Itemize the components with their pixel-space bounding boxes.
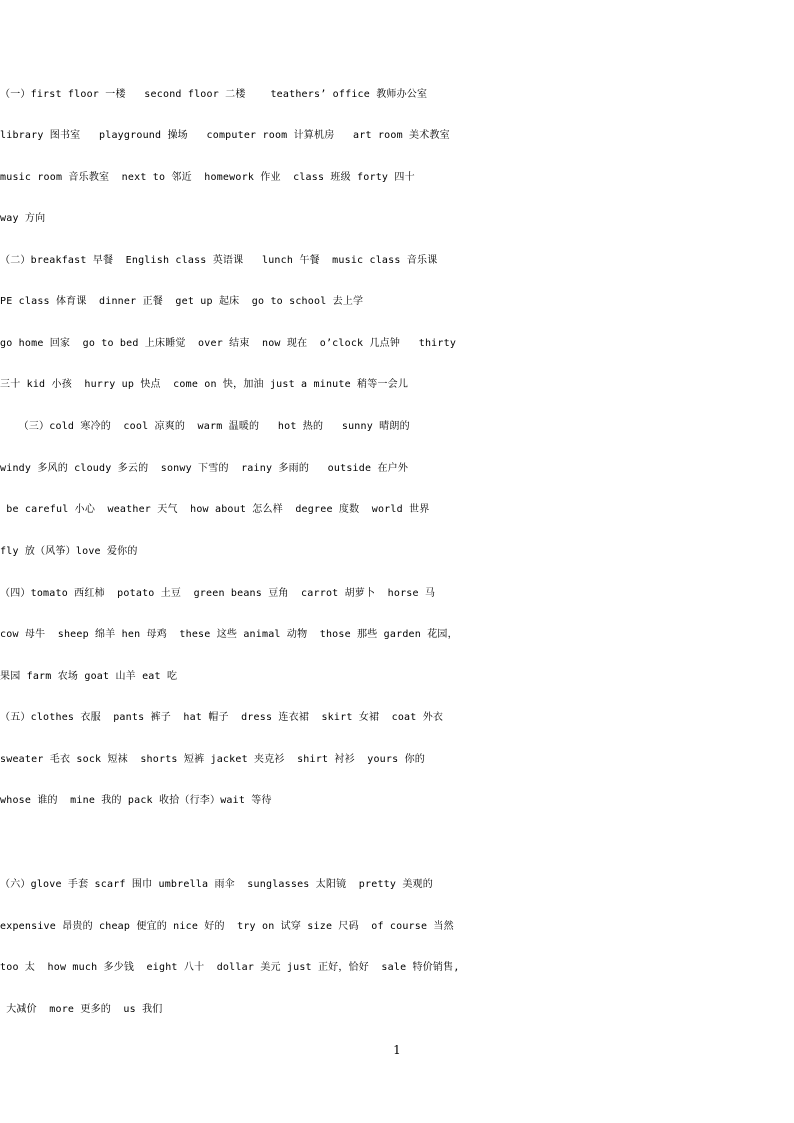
vocab-line: go home 回家 go to bed 上床睡觉 over 结束 now 现在 o’clock 几点钟 thirty xyxy=(0,338,457,349)
vocab-line: windy 多风的 cloudy 多云的 sonwy 下雪的 rainy 多雨的 outside 在户外 xyxy=(0,463,409,474)
vocab-line: sweater 毛衣 sock 短袜 shorts 短裤 jacket 夹克衫 shirt 衬衫 yours 你的 xyxy=(0,754,425,765)
vocab-line: （五）clothes 衣服 pants 裤子 hat 帽子 dress 连衣裙 skirt 女裙 coat 外衣 xyxy=(0,712,444,723)
vocab-line: （三）cold 寒冷的 cool 凉爽的 warm 温暖的 hot 热的 sunny 晴朗的 xyxy=(0,421,410,432)
vocab-line: music room 音乐教室 next to 邻近 homework 作业 class 班级 forty 四十 xyxy=(0,172,415,183)
vocab-line: be careful 小心 weather 天气 how about 怎么样 degree 度数 world 世界 xyxy=(0,504,430,515)
vocab-line: （一）first floor 一楼 second floor 二楼 teathers’ office 教师办公室 xyxy=(0,89,428,100)
vocab-line: （二）breakfast 早餐 English class 英语课 lunch 午餐 music class 音乐课 xyxy=(0,255,438,266)
vocab-line: 大减价 more 更多的 us 我们 xyxy=(0,1004,163,1015)
vocab-line: expensive 昂贵的 cheap 便宜的 nice 好的 try on 试穿 size 尺码 of course 当然 xyxy=(0,921,454,932)
vocab-line: cow 母牛 sheep 绵羊 hen 母鸡 these 这些 animal 动物 those 那些 garden 花园， xyxy=(0,629,458,640)
vocab-line: whose 谁的 mine 我的 pack 收拾（行李）wait 等待 xyxy=(0,795,272,806)
vocab-line: library 图书室 playground 操场 computer room 计算机房 art room 美术教室 xyxy=(0,130,450,141)
vocab-line: too 太 how much 多少钱 eight 八十 dollar 美元 just 正好，恰好 sale 特价销售, xyxy=(0,962,460,973)
vocab-line: （四）tomato 西红柿 potato 土豆 green beans 豆角 carrot 胡萝卜 horse 马 xyxy=(0,588,436,599)
vocab-line: PE class 体育课 dinner 正餐 get up 起床 go to school 去上学 xyxy=(0,296,364,307)
page-number: 1 xyxy=(393,1043,401,1057)
vocab-line: 三十 kid 小孩 hurry up 快点 come on 快，加油 just a minute 稍等一会儿 xyxy=(0,379,409,390)
vocab-line: way 方向 xyxy=(0,213,46,224)
vocab-line: fly 放（风筝）love 爱你的 xyxy=(0,546,138,557)
vocab-line: （六）glove 手套 scarf 围巾 umbrella 雨伞 sunglasses 太阳镜 pretty 美观的 xyxy=(0,879,433,890)
vocab-line: 果园 farm 农场 goat 山羊 eat 吃 xyxy=(0,671,178,682)
